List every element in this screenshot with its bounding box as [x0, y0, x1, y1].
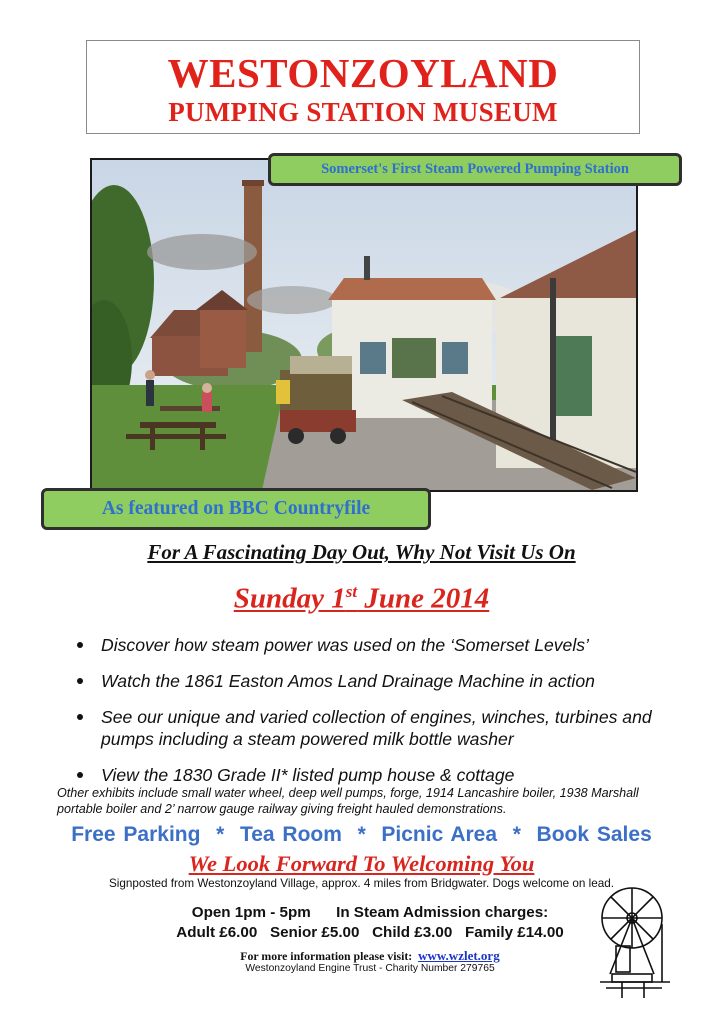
event-date-rest: June 2014	[357, 582, 490, 615]
event-date-day: Sunday 1	[233, 582, 346, 615]
bbc-countryfile-banner: As featured on BBC Countryfile	[41, 488, 431, 530]
beam-engine-icon	[592, 884, 678, 1002]
bullet-icon	[77, 642, 83, 648]
other-exhibits-text: Other exhibits include small water wheel, deep well pumps, forge, 1914 Lancashire boiler, 1938 Marshall portable boiler and 2’ narrow gauge railway giving freight hauled demonstrations.	[57, 786, 639, 816]
title-box	[86, 40, 640, 134]
highlight-text: Discover how steam power was used on the ‘Somerset Levels’	[101, 635, 589, 655]
highlight-text: See our unique and varied collection of engines, winches, turbines and pumps including a steam powered milk bottle washer	[101, 707, 652, 749]
list-item	[72, 634, 692, 656]
charity-number: Westonzoyland Engine Trust - Charity Number 279765	[245, 963, 495, 974]
event-date-suffix: st	[345, 582, 358, 601]
list-item	[72, 764, 692, 786]
highlight-text: View the 1830 Grade II* listed pump house & cottage	[101, 765, 515, 785]
directions-text: Signposted from Westonzoyland Village, approx. 4 miles from Bridgwater. Dogs welcome on lead.	[109, 877, 614, 890]
admission-title: In Steam Admission charges:	[336, 904, 549, 921]
list-item	[72, 706, 692, 750]
more-info-line	[130, 948, 610, 964]
opening-hours: Open 1pm - 5pm	[191, 904, 311, 921]
highlight-text: Watch the 1861 Easton Amos Land Drainage Machine in action	[101, 671, 595, 691]
bullet-icon	[77, 772, 83, 778]
list-item	[72, 670, 692, 692]
museum-subtitle: PUMPING STATION MUSEUM	[168, 97, 558, 127]
welcome-message: We Look Forward To Welcoming You	[188, 851, 535, 876]
highlights-list	[72, 634, 692, 800]
pumping-station-photo	[90, 158, 638, 492]
bullet-icon	[77, 678, 83, 684]
event-date	[0, 582, 723, 616]
admission-prices	[130, 924, 610, 941]
first-steam-station-banner: Somerset's First Steam Powered Pumping Station	[268, 153, 682, 186]
facilities-line	[0, 823, 723, 847]
prices-text: Adult £6.00 Senior £5.00 Child £3.00 Family £14.00	[176, 924, 564, 941]
bullet-icon	[77, 714, 83, 720]
website-link[interactable]: www.wzlet.org	[418, 948, 500, 963]
museum-title: WESTONZOYLAND	[167, 50, 559, 96]
opening-and-admission	[130, 904, 610, 921]
facilities-text: Free Parking * Tea Room * Picnic Area * Book Sales	[71, 823, 652, 846]
tagline: For A Fascinating Day Out, Why Not Visit Us On	[147, 540, 576, 564]
more-info-label: For more information please visit:	[240, 949, 413, 963]
